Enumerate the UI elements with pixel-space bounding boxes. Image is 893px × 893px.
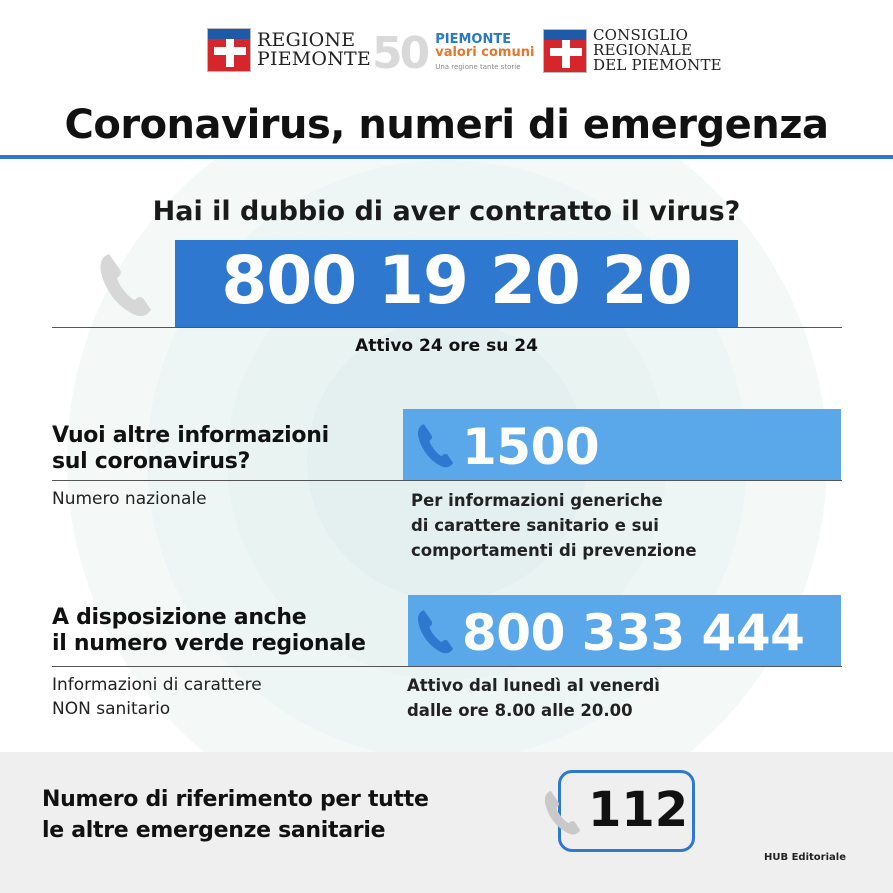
logo-consiglio-regionale [543, 28, 722, 73]
logo-consiglio-line3: DEL PIEMONTE [593, 56, 722, 74]
credit-text: HUB Editoriale [764, 852, 846, 863]
logo-consiglio-line1: CONSIGLIO [593, 26, 689, 44]
crest-icon [543, 29, 587, 73]
regional-question-line1: A disposizione anche [52, 605, 307, 630]
national-question-line2: sul coronavirus? [52, 449, 251, 474]
national-question-line1: Vuoi altre informazioni [52, 423, 329, 448]
phone-icon [414, 606, 456, 656]
regional-subtitle [52, 673, 262, 721]
divider [52, 666, 842, 667]
logo-regione-piemonte [207, 28, 371, 72]
national-desc-line2: di carattere sanitario e sui [411, 516, 659, 535]
divider [52, 327, 842, 328]
logo-anniversary [372, 28, 534, 79]
logo-consiglio-line2: REGIONALE [593, 41, 693, 59]
logo-regione-line1: REGIONE [257, 29, 356, 51]
regional-phone-number[interactable]: 800 333 444 [462, 604, 805, 662]
regional-subtitle-line1: Informazioni di carattere [52, 675, 262, 695]
emergency-phone-number[interactable]: 112 [588, 782, 689, 838]
primary-hours: Attivo 24 ore su 24 [355, 336, 538, 356]
logo-anniversary-tagline: Una regione tante storie [435, 63, 521, 71]
national-phone-number[interactable]: 1500 [462, 418, 600, 476]
logo-anniversary-line1: PIEMONTE [435, 32, 512, 47]
phone-icon [541, 786, 583, 838]
national-description [411, 488, 697, 563]
regional-hours [407, 673, 660, 723]
phone-icon [414, 420, 456, 470]
primary-question: Hai il dubbio di aver contratto il virus? [152, 196, 741, 227]
regional-hours-line1: Attivo dal lunedì al venerdì [407, 676, 660, 695]
phone-icon [95, 248, 155, 320]
national-question [52, 423, 329, 475]
logo-bar [0, 22, 893, 82]
title-divider [0, 155, 893, 159]
crest-icon [207, 28, 251, 72]
emergency-text-line1: Numero di riferimento per tutte [42, 787, 429, 812]
national-desc-line3: comportamenti di prevenzione [411, 541, 697, 560]
emergency-text [42, 784, 429, 846]
page-title: Coronavirus, numeri di emergenza [64, 102, 829, 148]
regional-question-line2: il numero verde regionale [52, 631, 366, 656]
national-desc-line1: Per informazioni generiche [411, 491, 663, 510]
logo-regione-line2: PIEMONTE [257, 48, 371, 70]
regional-question [52, 605, 366, 657]
regional-hours-line2: dalle ore 8.00 alle 20.00 [407, 701, 633, 720]
regional-subtitle-line2: NON sanitario [52, 699, 171, 719]
divider [52, 480, 842, 481]
logo-anniversary-number: 50 [372, 28, 428, 79]
logo-anniversary-line2: valori comuni [435, 45, 535, 60]
national-subtitle: Numero nazionale [52, 489, 207, 509]
emergency-text-line2: le altre emergenze sanitarie [42, 818, 386, 843]
primary-phone-number[interactable]: 800 19 20 20 [221, 242, 692, 319]
